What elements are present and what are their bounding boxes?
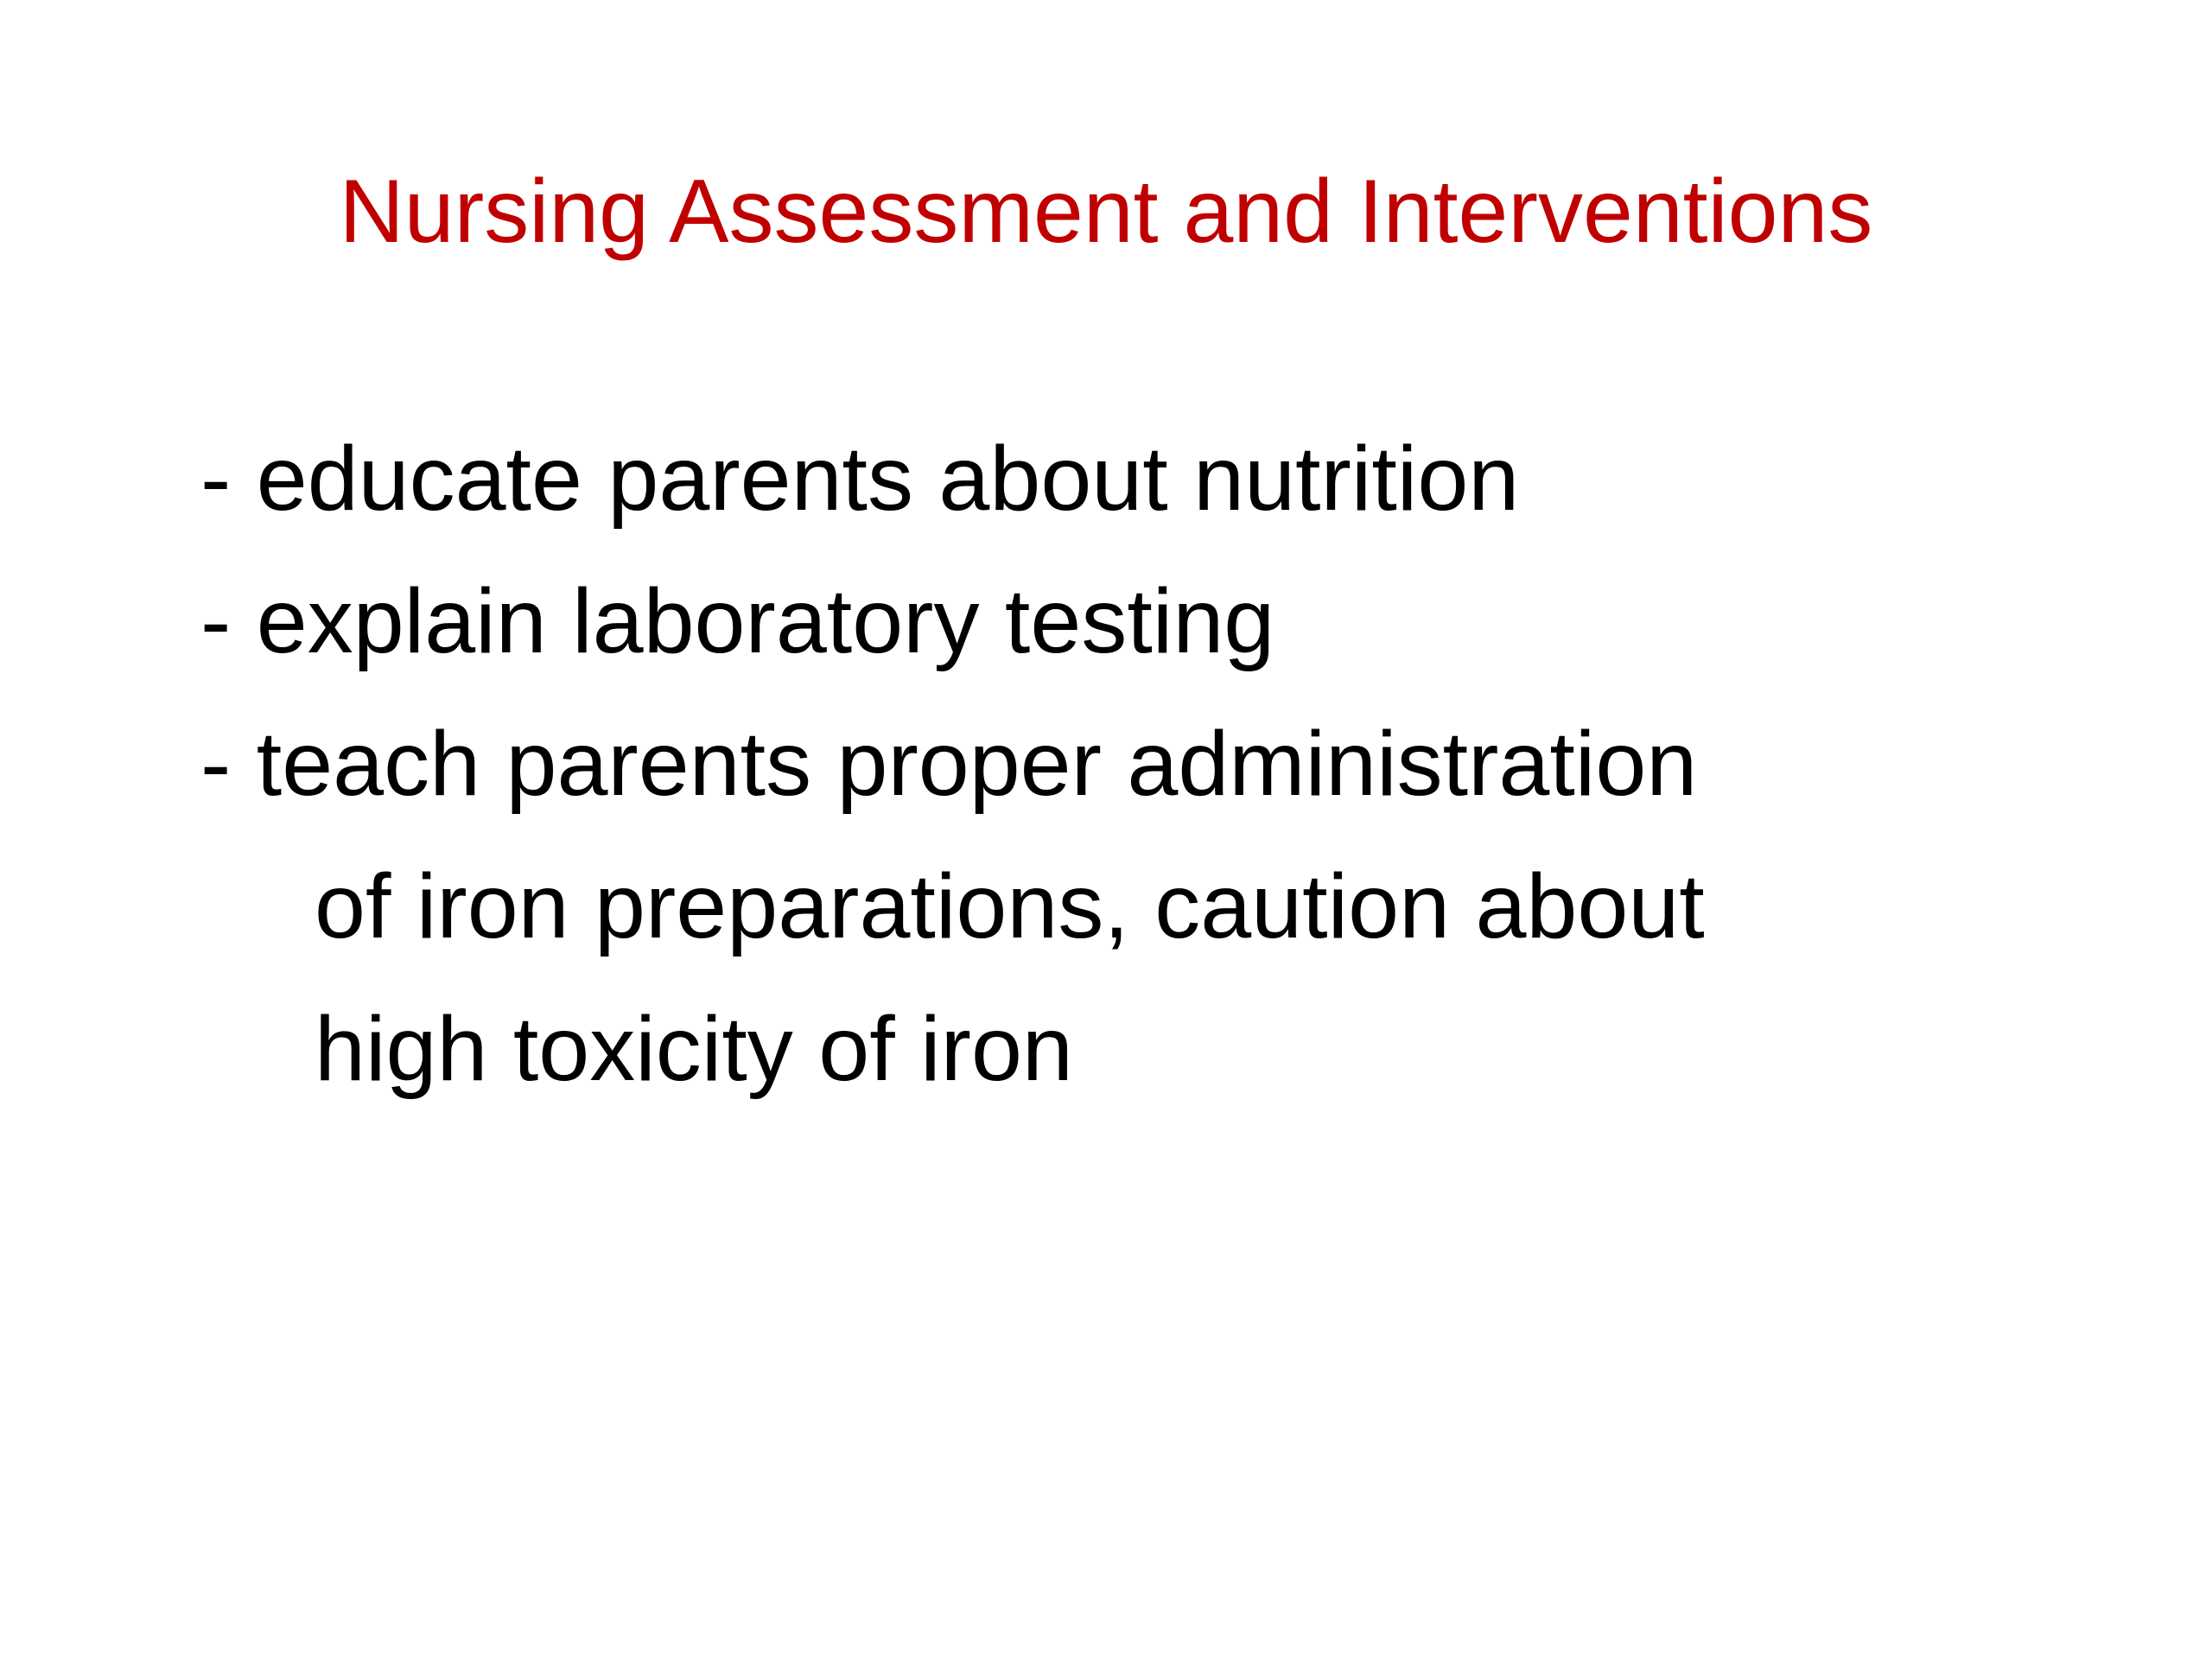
bullet-line-3-continuation-2: high toxicity of iron (315, 998, 1073, 1100)
bullet-list (200, 408, 1705, 1121)
bullet-line-3-continuation-1: of iron preparations, caution about (315, 855, 1705, 957)
bullet-line-1: - educate parents about nutrition (200, 428, 1520, 530)
bullet-line-3: - teach parents proper administration (200, 713, 1698, 815)
bullet-line-2: - explain laboratory testing (200, 570, 1275, 672)
slide-title: Nursing Assessment and Interventions (339, 162, 1873, 262)
